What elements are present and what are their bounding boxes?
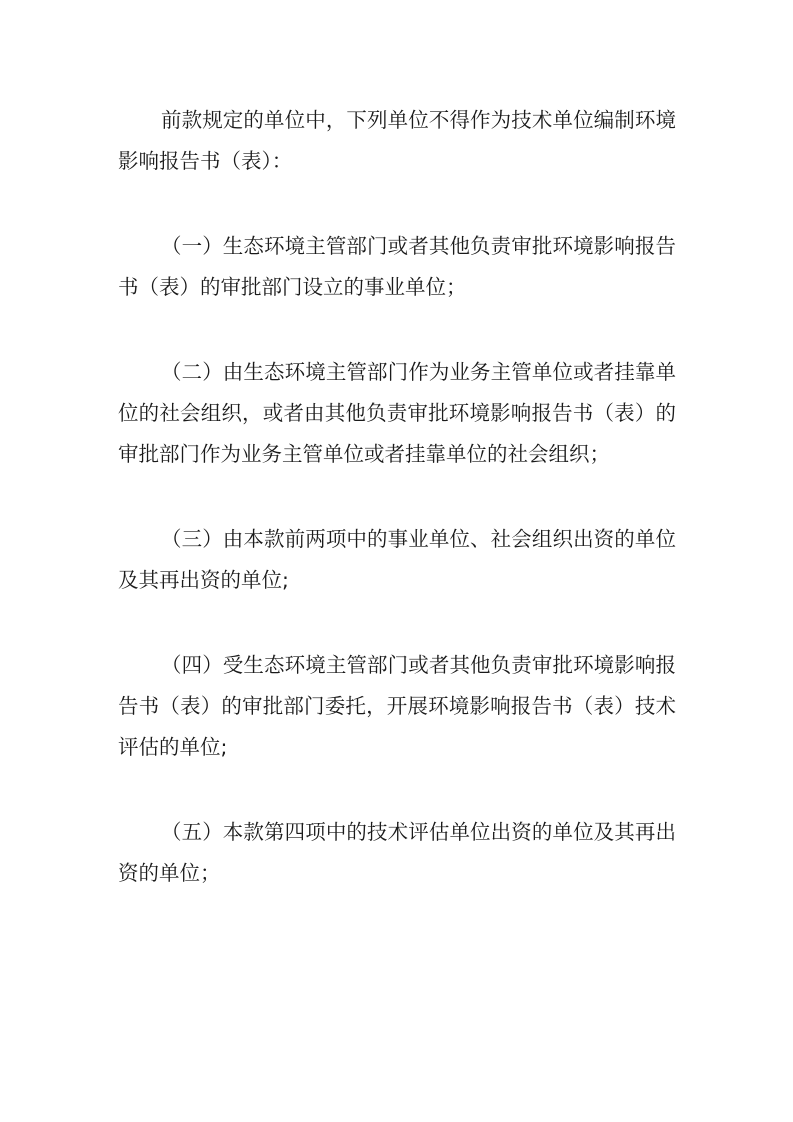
intro-paragraph: 前款规定的单位中，下列单位不得作为技术单位编制环境影响报告书（表）： xyxy=(118,108,676,173)
item-2-paragraph: （二）由生态环境主管部门作为业务主管单位或者挂靠单位的社会组织，或者由其他负责审批环境影响报告书（表）的审批部门作为业务主管单位或者挂靠单位的社会组织； xyxy=(118,360,676,466)
document-page xyxy=(118,100,676,938)
item-1-paragraph: （一）生态环境主管部门或者其他负责审批环境影响报告书（表）的审批部门设立的事业单位； xyxy=(118,234,676,299)
item-4-paragraph: （四）受生态环境主管部门或者其他负责审批环境影响报告书（表）的审批部门委托，开展环境影响报告书（表）技术评估的单位; xyxy=(118,653,676,759)
item-3-paragraph: （三）由本款前两项中的事业单位、社会组织出资的单位及其再出资的单位; xyxy=(118,527,676,592)
item-5-paragraph: （五）本款第四项中的技术评估单位出资的单位及其再出资的单位； xyxy=(118,820,676,885)
